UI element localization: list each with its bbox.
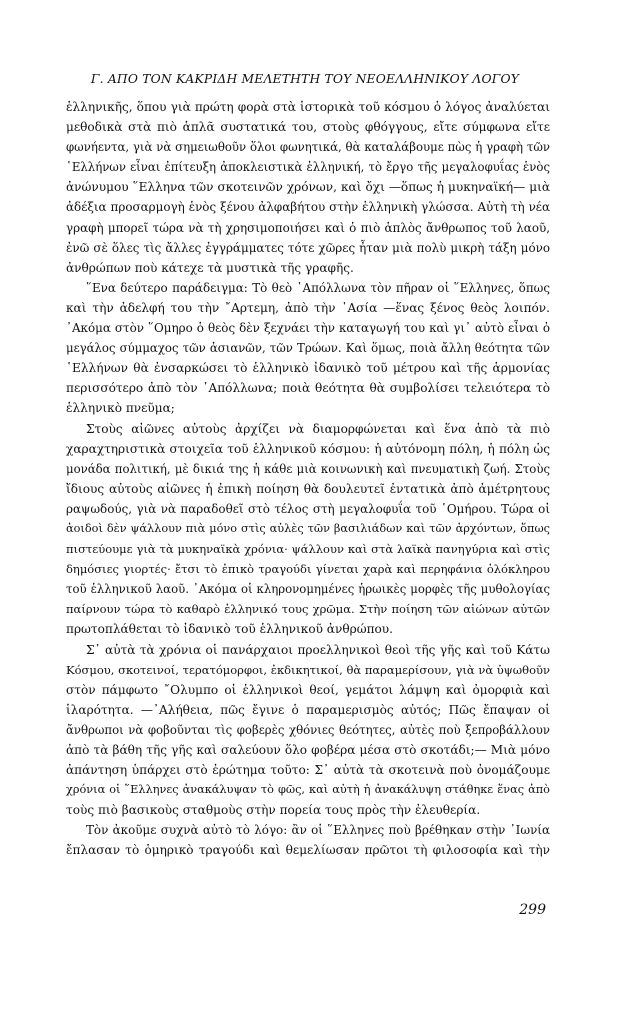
text-line: παίρνουν τώρα τὸ καθαρὸ ἑλληνικό τους χρῶμα. Στὴν ποίηση τῶν αἰώνων αὐτῶν — [66, 602, 550, 617]
text-line: ῾Ελλήνων θὰ ἐνσαρκώσει τὸ ἑλληνικὸ ἰδανικὸ τοῦ μέτρου καὶ τῆς ἁρμονίας — [66, 361, 550, 376]
text-line: ἴδιους αὐτοὺς αἰῶνες ἡ ἐπικὴ ποίηση θὰ δουλευτεῖ ἐντατικὰ ἀπὸ ἀμέτρητους — [66, 481, 550, 496]
text-line: ἐνῶ σὲ ὅλες τὶς ἄλλες ἐγγράμματες τότε χῶρες ἦταν μιὰ πολὺ μικρὴ τάξη μόνο — [66, 240, 550, 255]
text-line: καὶ τὴν ἀδελφή του τὴν ῎Αρτεμη, ἀπὸ τὴν ᾿Ασία —ἕνας ξένος θεὸς λοιπόν. — [66, 300, 550, 315]
text-line: ἀπὸ τὰ βάθη τῆς γῆς καὶ σαλεύουν ὅλο φοβέρα μέσα στὸ σκοτάδι;— Μιὰ μόνο — [66, 743, 550, 757]
text-line: δημόσιες γιορτές· ἔτσι τὸ ἐπικὸ τραγούδι γίνεται χαρὰ καὶ περηφάνια ὁλόκληρου — [66, 562, 550, 577]
text-line: φωνήεντα, γιὰ νὰ σημειωθοῦν ὅλοι φωνητικά, θὰ καταλάβουμε πὼς ἡ γραφὴ τῶν — [66, 140, 550, 155]
text-line: ἔπλασαν τὸ ὁμηρικὸ τραγούδι καὶ θεμελίωσαν πρῶτοι τὴ φιλοσοφία καὶ τὴν — [66, 843, 550, 858]
text-line: χαραχτηριστικὰ στοιχεῖα τοῦ ἑλληνικοῦ κόσμου: ἡ αὐτόνομη πόλη, ἡ πόλη ὡς — [66, 441, 550, 456]
text-line: ἀδέξια προσαρμογὴ ἑνὸς ξένου ἀλφαβήτου στὴν ἑλληνικὴ γλώσσα. Αὐτὴ τὴ νέα — [66, 200, 550, 215]
text-line: ῾Ελλήνων εἶναι ἐπίτευξη ἀποκλειστικὰ ἑλληνική, τὸ ἔργο τῆς μεγαλοφυΐας ἑνὸς — [66, 160, 550, 175]
text-line: μεγάλος σύμμαχος τῶν ἀσιανῶν, τῶν Τρώων. Καὶ ὅμως, ποιὰ ἄλλη θεότητα τῶν — [66, 341, 550, 356]
text-line: ἀνθρώπων ποὺ κάτεχε τὰ μυστικὰ τῆς γραφῆς. — [66, 260, 354, 275]
text-line: ραψωδούς, γιὰ νὰ παραδοθεῖ στὸ τέλος στὴ μεγαλοφυΐα τοῦ ῾Ομήρου. Τώρα οἱ — [66, 501, 550, 516]
text-line: μεθοδικὰ στὰ πιὸ ἁπλᾶ συστατικά του, στοὺς φθόγγους, εἴτε σύμφωνα εἴτε — [66, 120, 550, 135]
text-line: στὸν πάμφωτο ῎Ολυμπο οἱ ἑλληνικοὶ θεοί, γεμάτοι λάμψη καὶ ὀμορφιὰ καὶ — [66, 682, 550, 697]
text-line: ἑλληνικὸ πνεῦμα; — [66, 401, 175, 416]
text-line: χρόνια οἱ ῞Ελληνες ἀνακάλυψαν τὸ φῶς, καὶ αὐτὴ ἡ ἀνακάλυψη στάθηκε ἕνας ἀπὸ — [66, 783, 550, 797]
body-text — [66, 97, 550, 861]
text-line: ἀνώνυμου ῞Ελληνα τῶν σκοτεινῶν χρόνων, καὶ ὄχι —ὅπως ἡ μυκηναϊκή— μιὰ — [66, 180, 550, 195]
text-line: ἀοιδοὶ δὲν ψάλλουν πιὰ μόνο στὶς αὐλὲς τῶν βασιλιάδων καὶ τῶν ἀρχόντων, ὅπως — [66, 521, 550, 535]
running-head: Γ. ΑΠΟ ΤΟΝ ΚΑΚΡΙΔΗ ΜΕΛΕΤΗΤΗ ΤΟΥ ΝΕΟΕΛΛΗΝΙΚΟΥ ΛΟΓΟΥ — [90, 72, 520, 86]
page-number: 299 — [519, 902, 546, 918]
text-line: ἄνθρωποι νὰ φοβοῦνται τὶς φοβερὲς χθόνιες θεότητες, αὐτὲς ποὺ ξεπροβάλλουν — [66, 722, 550, 737]
text-line: ῞Ενα δεύτερο παράδειγμα: Τὸ θεὸ ᾿Απόλλωνα τὸν πῆραν οἱ ῞Ελληνες, ὅπως — [86, 280, 550, 295]
text-line: Τὸν ἀκοῦμε συχνὰ αὐτὸ τὸ λόγο: ἂν οἱ ῞Ελληνες ποὺ βρέθηκαν στὴν ᾿Ιωνία — [86, 823, 550, 838]
text-line: πιστεύουμε γιὰ τὰ μυκηναϊκὰ χρόνια· ψάλλουν καὶ στὰ λαϊκὰ πανηγύρια καὶ στὶς — [66, 542, 550, 557]
text-line: Σ᾿ αὐτὰ τὰ χρόνια οἱ πανάρχαιοι προελληνικοὶ θεοὶ τῆς γῆς καὶ τοῦ Κάτω — [86, 642, 550, 657]
text-line: μονάδα πολιτική, μὲ δικιά της ἡ κάθε μιὰ κοινωνικὴ καὶ πνευματικὴ ζωή. Στοὺς — [66, 461, 550, 476]
text-line: ἑλληνικῆς, ὅπου γιὰ πρώτη φορὰ στὰ ἱστορικὰ τοῦ κόσμου ὁ λόγος ἀναλύεται — [66, 100, 550, 114]
text-line: περισσότερο ἀπὸ τὸν ᾿Απόλλωνα; ποιὰ θεότητα θὰ συμβολίσει τελειότερα τὸ — [66, 381, 550, 396]
text-line: τοὺς πιὸ βασικοὺς σταθμοὺς στὴν πορεία τους πρὸς τὴν ἐλευθερία. — [66, 803, 481, 818]
text-line: Στοὺς αἰῶνες αὐτοὺς ἀρχίζει νὰ διαμορφώνεται καὶ ἕνα ἀπὸ τὰ πιὸ — [86, 421, 550, 436]
text-line: πρωτοπλάθεται τὸ ἰδανικὸ τοῦ ἑλληνικοῦ ἀνθρώπου. — [66, 622, 394, 637]
text-line: γραφὴ μπορεῖ τώρα νὰ τὴ χρησιμοποιήσει καὶ ὁ πιὸ ἁπλὸς ἄνθρωπος τοῦ λαοῦ, — [66, 220, 550, 235]
text-line: Κόσμου, σκοτεινοί, τερατόμορφοι, ἐκδικητικοί, θὰ παραμερίσουν, γιὰ νὰ ὑψωθοῦν — [66, 662, 550, 677]
text-line: ἀπάντηση ὑπάρχει στὸ ἐρώτημα τοῦτο: Σ᾿ αὐτὰ τὰ σκοτεινὰ ποὺ ὀνομάζουμε — [66, 763, 550, 778]
text-line: τοῦ ἑλληνικοῦ λαοῦ. ᾿Ακόμα οἱ κληρονομημένες ἡρωικὲς μορφὲς τῆς μυθολογίας — [66, 582, 550, 597]
text-line: ἱλαρότητα. —᾿Αλήθεια, πῶς ἔγινε ὁ παραμερισμὸς αὐτός; Πῶς ἔπαψαν οἱ — [66, 702, 550, 717]
text-line: ᾿Ακόμα στὸν ῞Ομηρο ὁ θεὸς δὲν ξεχνάει τὴν καταγωγή του καὶ γι᾿ αὐτὸ εἶναι ὁ — [66, 321, 550, 336]
